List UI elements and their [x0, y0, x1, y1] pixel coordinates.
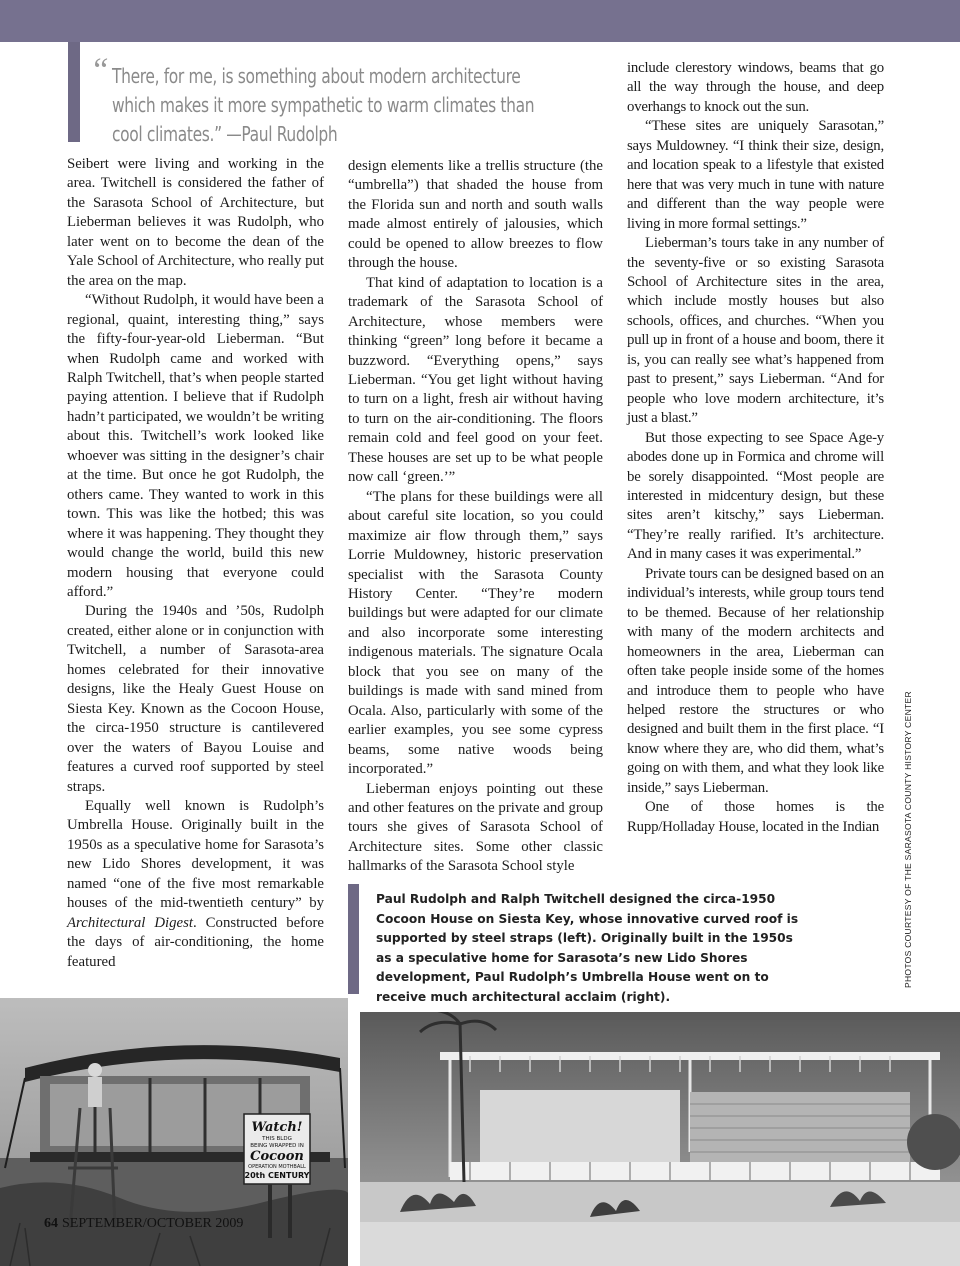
article-column-3	[627, 59, 884, 837]
pull-quote-bar	[68, 42, 80, 142]
sign-line: OPERATION MOTHBALL	[248, 1164, 306, 1170]
paragraph: “The plans for these buildings were all about careful site location, so you could maximize air flow through them,” says Lorrie Muldowney, historic preservation specialist with the Sarasota County History Center. “They’re modern buildings but were adapted for our climate and also incorporate some interesting indigenous materials. The signature Ocala block that you see on many of the buildings is made with sand mined from Ocala. Also, particularly with some of the earlier examples, you see some cypress beams, some native woods being incorporated.”	[348, 488, 603, 778]
sign-line: Cocoon	[250, 1149, 304, 1164]
top-accent-bar	[0, 0, 960, 42]
photo-credit: PHOTOS COURTESY OF THE SARASOTA COUNTY HISTORY CENTER	[903, 691, 913, 988]
sign-line: Watch!	[251, 1120, 303, 1135]
sign-line: BEING WRAPPED IN	[250, 1143, 304, 1149]
paragraph	[67, 797, 324, 972]
sign-line: THIS BLDG	[262, 1136, 292, 1142]
page-number: 64	[44, 1216, 58, 1231]
umbrella-house-photo	[360, 1012, 960, 1266]
page-folio	[44, 1216, 243, 1232]
paragraph: One of those homes is the Rupp/Holladay House, located in the Indian	[627, 799, 884, 835]
quote-mark: “	[90, 52, 109, 89]
publication-title: Architectural Digest	[67, 914, 193, 931]
paragraph: Lieberman’s tours take in any number of the seventy-five or so existing Sarasota School of Architecture sites in the area, which include mostly houses but also schools, offices, and churches. “When you pull up in front of a house and boom, there it is, you can really see what’s happened from past to present,” says Lieberman. “And for people who love modern architecture, it’s just a blast.”	[627, 235, 884, 427]
paragraph: “Without Rudolph, it would have been a regional, quaint, interesting thing,” says the fifty-four-year-old Lieberman. “But when Rudolph came and worked with Ralph Twitchell, that’s when people started paying attention. I believe that if Rudolph hadn’t participated, we wouldn’t be writing about this. Twitchell’s work looked like whoever was sitting in the designer’s chair at the time. But once he got Rudolph, the others came. They wanted to work in this town. This was like the hotbed; this was where it was happening. They thought they would change the world, build this new modern housing that everyone could afford.”	[67, 292, 324, 600]
text-run: Equally well known is Rudolph’s Umbrella House. Originally built in the 1950s as a speculative home for Sarasota’s new Lido Shores development, it was named “one of the five most remarkable houses of the mid-twentieth century” by	[67, 797, 324, 912]
pull-quote	[68, 42, 613, 152]
text-run: . Constructed before the days of air-conditioning, the home featured	[67, 914, 324, 970]
paragraph: That kind of adaptation to location is a trademark of the Sarasota School of Architecture, whose members were thinking “green” long before it became a buzzword. “Everything opens,” says Lieberman. “You get light without having to turn on a light, fresh air without having to turn on the air-conditioning. The floors remain cold and feel good on your feet. These houses are set up to be what people now call ‘green.’”	[348, 274, 603, 486]
paragraph: During the 1940s and ’50s, Rudolph created, either alone or in conjunction with Twitchell, a number of Sarasota-area homes celebrated for their innovative designs, like the Healy Guest House on Siesta Key. Known as the Cocoon House, the circa-1950 structure is cantilevered over the waters of Bayou Louise and features a curved roof supported by steel straps.	[67, 603, 324, 795]
article-column-2	[348, 157, 603, 877]
paragraph: Seibert were living and working in the area. Twitchell is considered the father of the Sarasota School of Architecture, but Lieberman believes it was Rudolph, who later went on to become the dean of the Yale School of Architecture, who really put the area on the map.	[67, 156, 324, 289]
paragraph: Lieberman enjoys pointing out these and other features on the private and group tours she gives of Sarasota School of Architecture sites. Some other classic hallmarks of the Sarasota School style	[348, 780, 603, 875]
paragraph: “These sites are uniquely Sarasotan,” says Muldowney. “I think their size, design, and location speak to a lifestyle that existed here that was very much in tune with nature and different than the way people were living in more formal settings.”	[627, 118, 884, 232]
paragraph: design elements like a trellis structure (the “umbrella”) that shaded the house from the Florida sun and north and south walls made almost entirely of jalousies, which could be opened to allow breezes to flow through the house.	[348, 158, 603, 272]
paragraph: include clerestory windows, beams that go all the way through the house, and deep overhangs to knock out the sun.	[627, 60, 884, 115]
photo-caption	[348, 884, 888, 1004]
caption-text: Paul Rudolph and Ralph Twitchell designed the circa-1950 Cocoon House on Siesta Key, whose innovative curved roof is supported by steel straps (left). Originally built in the 1950s as a speculative home for Sarasota’s new Lido Shores development, Paul Rudolph’s Umbrella House went on to receive much architectural acclaim (right).	[376, 892, 799, 1004]
paragraph: But those expecting to see Space Age-y abodes done up in Formica and chrome will be sorely disappointed. “Most people are interested in midcentury design, but these sites aren’t kitschy,” says Lieberman. “They’re really rarified. It’s architecture. And in many cases it was experimental.”	[627, 429, 884, 563]
article-column-1	[67, 155, 324, 972]
pull-quote-text: There, for me, is something about modern architecture which makes it more sympathetic to warm climates than cool climates.” —Paul Rudolph	[112, 64, 535, 146]
sign-line: 20th CENTURY	[244, 1171, 310, 1180]
issue-date: SEPTEMBER/OCTOBER 2009	[62, 1216, 244, 1231]
caption-bar	[348, 884, 359, 994]
paragraph: Private tours can be designed based on an individual’s interests, while group tours tend to be themed. Because of her relationship with many of the modern architects and homeowners in the area, Lieberman can often take people inside some of the homes and introduce them to people who have helped restore the structures or who designed and built them in the first place. “I know where they are, who did them, what’s going on with them, and what they look like inside,” says Lieberman.	[627, 565, 884, 796]
umbrella-house-image	[360, 1012, 960, 1266]
